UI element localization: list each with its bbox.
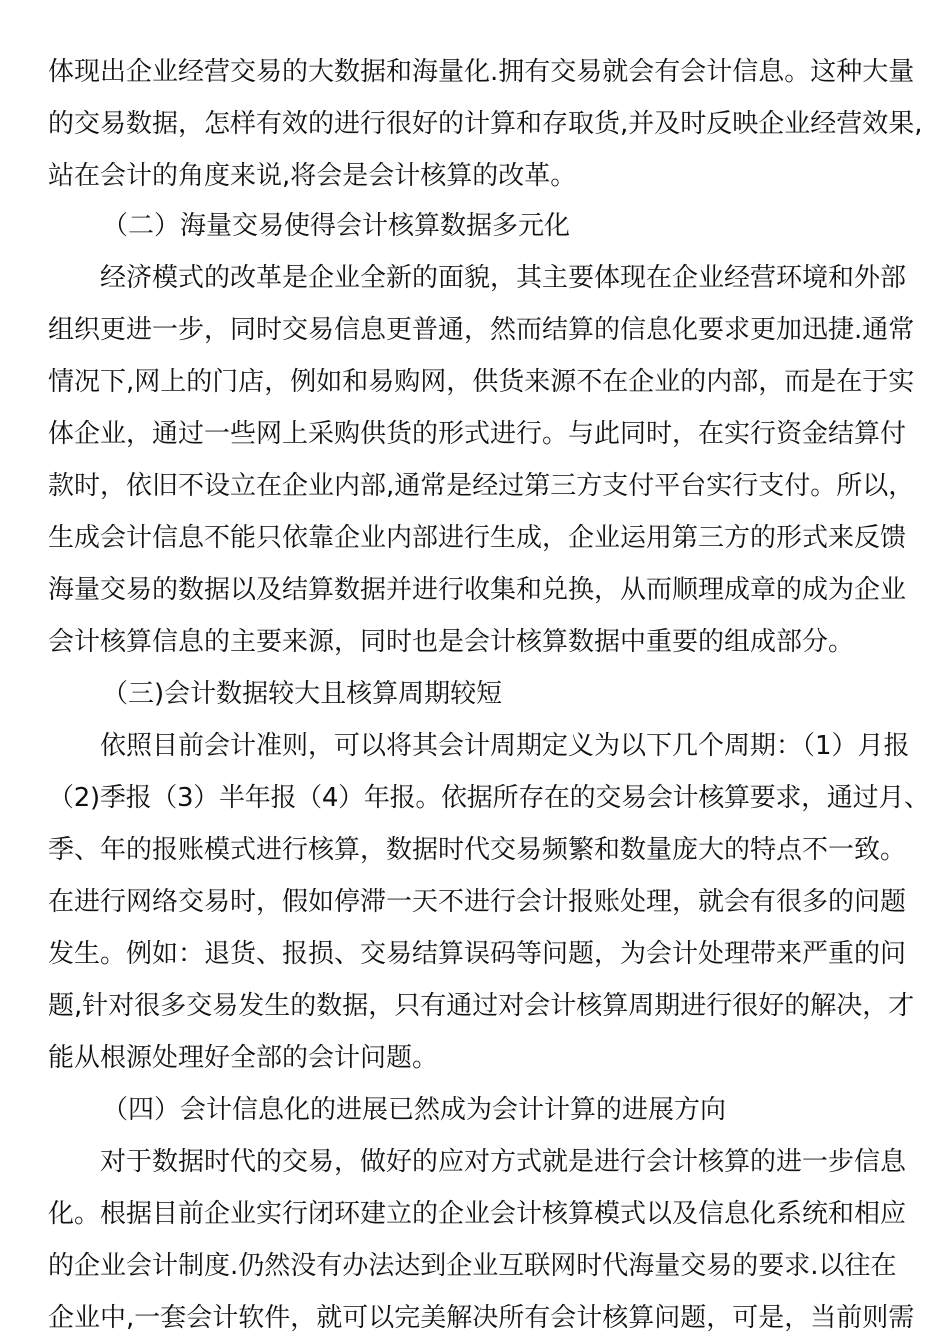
section-heading: （四）会计信息化的进展已然成为会计计算的进展方向 bbox=[102, 1095, 727, 1125]
body-text-line: 化。根据目前企业实行闭环建立的企业会计核算模式以及信息化系统和相应 bbox=[48, 1199, 907, 1229]
body-text-line: 的企业会计制度.仍然没有办法达到企业互联网时代海量交易的要求.以往在 bbox=[48, 1251, 897, 1281]
body-text-line: （2)季报（3）半年报（4）年报。依据所存在的交易会计核算要求，通过月、 bbox=[48, 783, 930, 813]
body-text-line: 生成会计信息不能只依靠企业内部进行生成，企业运用第三方的形式来反馈 bbox=[48, 523, 907, 553]
section-heading: （三)会计数据较大且核算周期较短 bbox=[102, 679, 503, 709]
body-text-line: 的交易数据，怎样有效的进行很好的计算和存取货,并及时反映企业经营效果, bbox=[48, 109, 923, 139]
body-text-line: 发生。例如：退货、报损、交易结算误码等问题，为会计处理带来严重的问 bbox=[48, 939, 907, 969]
body-text-line: 季、年的报账模式进行核算，数据时代交易频繁和数量庞大的特点不一致。 bbox=[48, 835, 907, 865]
body-text-line: 对于数据时代的交易，做好的应对方式就是进行会计核算的进一步信息 bbox=[100, 1147, 907, 1177]
body-text-line: 在进行网络交易时，假如停滞一天不进行会计报账处理，就会有很多的问题 bbox=[48, 887, 907, 917]
body-text-line: 能从根源处理好全部的会计问题。 bbox=[48, 1043, 439, 1073]
body-text-line: 会计核算信息的主要来源，同时也是会计核算数据中重要的组成部分。 bbox=[48, 627, 855, 657]
body-text-line: 依照目前会计准则，可以将其会计周期定义为以下几个周期：（1）月报 bbox=[100, 731, 910, 761]
body-text-line: 站在会计的角度来说,将会是会计核算的改革。 bbox=[48, 161, 577, 191]
body-text-line: 款时，依旧不设立在企业内部,通常是经过第三方支付平台实行支付。所以， bbox=[48, 471, 915, 501]
body-text-line: 组织更进一步，同时交易信息更普通，然而结算的信息化要求更加迅捷.通常 bbox=[48, 315, 915, 345]
body-text-line: 体企业，通过一些网上采购供货的形式进行。与此同时，在实行资金结算付 bbox=[48, 419, 907, 449]
section-heading: （二）海量交易使得会计核算数据多元化 bbox=[102, 211, 571, 241]
body-text-line: 体现出企业经营交易的大数据和海量化.拥有交易就会有会计信息。这种大量 bbox=[48, 57, 915, 87]
body-text-line: 企业中,一套会计软件，就可以完美解决所有会计核算问题，可是，当前则需 bbox=[48, 1303, 915, 1333]
body-text-line: 经济模式的改革是企业全新的面貌，其主要体现在企业经营环境和外部 bbox=[100, 263, 907, 293]
body-text-line: 情况下,网上的门店，例如和易购网，供货来源不在企业的内部，而是在于实 bbox=[48, 367, 915, 397]
body-text-line: 海量交易的数据以及结算数据并进行收集和兑换，从而顺理成章的成为企业 bbox=[48, 575, 907, 605]
body-text-line: 题,针对很多交易发生的数据，只有通过对会计核算周期进行很好的解决，才 bbox=[48, 991, 915, 1021]
